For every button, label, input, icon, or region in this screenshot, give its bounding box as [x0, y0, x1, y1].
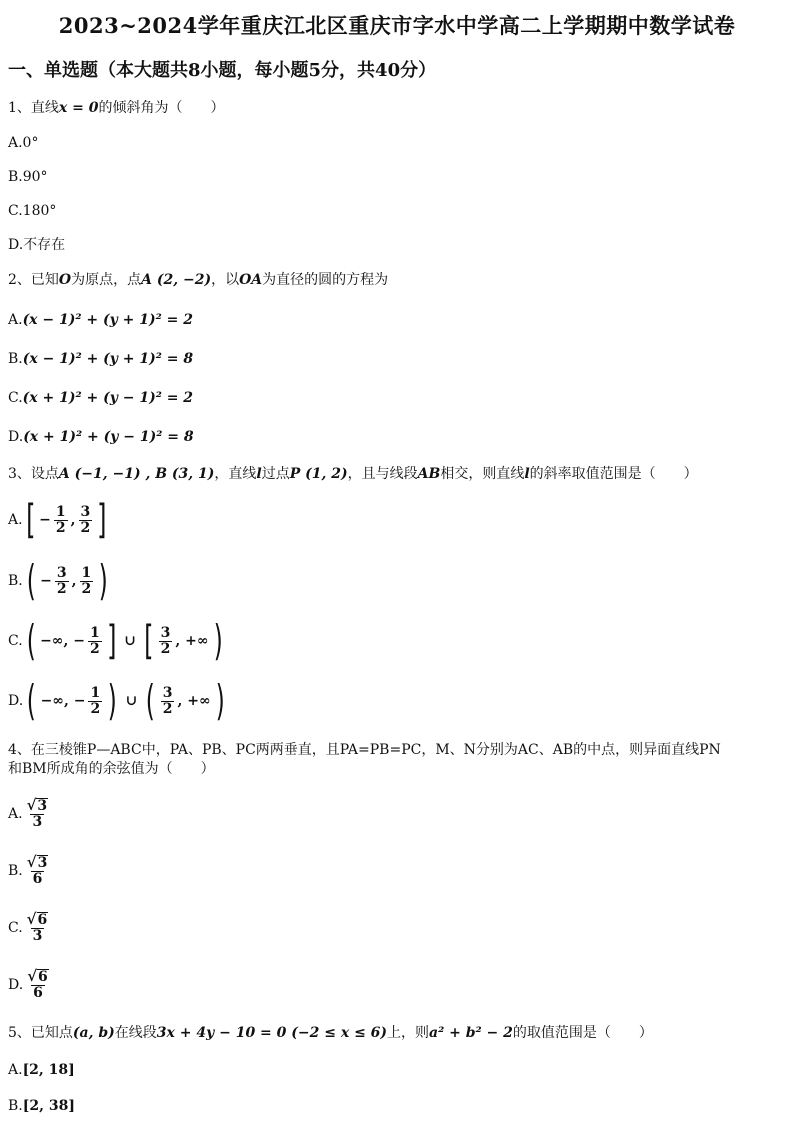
q3-option-a-sign: − [39, 512, 51, 528]
q3-option-d-frac-1: $\frac{1}{2}$ [90, 684, 101, 717]
q5-math-1: (a, b) [72, 1025, 115, 1041]
q5-option-b-math: [2, 38] [22, 1098, 75, 1114]
q3-option-a-label: A. [8, 512, 23, 528]
q2-text-1: 2、已知 [8, 272, 59, 288]
q5-option-b [8, 1096, 75, 1116]
q3-option-c-union: ∪ [124, 633, 137, 649]
q3-option-c-frac-2: $\frac{3}{2}$ [160, 624, 171, 657]
q3-option-c-inf-2: , +∞ [175, 633, 209, 649]
q3-option-a-sep: , [70, 512, 76, 528]
q2-math-2: A (2, −2) [141, 272, 212, 288]
q3-option-d-open-2: ( [146, 676, 156, 725]
q3-option-b-close: ) [98, 556, 108, 605]
q3-text-4: ，且与线段 [347, 466, 418, 482]
q5-option-a-label: A. [8, 1062, 23, 1078]
q3-option-b-open: ( [26, 556, 36, 605]
q2-option-c-label: C. [8, 390, 23, 406]
q4-option-a-label: A. [8, 806, 23, 822]
q3-option-a-left-frac: $\frac{1}{2}$ [55, 503, 66, 536]
q4-option-d-label: D. [8, 977, 24, 993]
q3-option-a-open: [ [25, 497, 36, 543]
q2-option-a [8, 310, 193, 330]
q2-option-b-math: (x − 1)² + (y + 1)² = 8 [22, 351, 194, 367]
q3-math-4: AB [417, 466, 441, 482]
question-2 [8, 270, 388, 290]
q3-option-b-left-frac: $\frac{3}{2}$ [56, 564, 67, 597]
question-3 [8, 464, 698, 484]
q4-option-b-frac: √ 3 6 [26, 853, 48, 887]
q4-option-d [8, 969, 53, 1001]
q3-option-c-inf-1: −∞, − [40, 633, 85, 649]
q2-option-d [8, 427, 194, 447]
q3-option-c-open-2: [ [144, 618, 154, 664]
q4-option-b [8, 855, 52, 887]
q3-text-2: ，直线 [214, 466, 257, 482]
q2-option-a-label: A. [8, 312, 23, 328]
q4-option-a-frac: √ 3 3 [26, 796, 48, 830]
q2-math-3: OA [239, 272, 263, 288]
q4-option-a [8, 798, 52, 830]
question-5 [8, 1023, 653, 1043]
q4-option-c [8, 912, 52, 944]
q2-option-b-label: B. [8, 351, 23, 367]
q3-math-2: l [256, 466, 262, 482]
q3-option-b-right-frac: $\frac{1}{2}$ [81, 564, 92, 597]
exam-title: 2023~2024学年重庆江北区重庆市字水中学高二上学期期中数学试卷 [58, 13, 736, 38]
q5-math-2: 3x + 4y − 10 = 0 (−2 ≤ x ≤ 6) [156, 1025, 388, 1041]
q3-option-b-label: B. [8, 573, 23, 589]
q3-option-a-close: ] [97, 497, 107, 543]
q5-text-2: 在线段 [114, 1025, 157, 1041]
q4-option-b-label: B. [8, 863, 23, 879]
q3-option-d-frac-2: $\frac{3}{2}$ [162, 684, 173, 717]
q3-option-d-close-1: ) [107, 676, 117, 725]
q3-text-1: 3、设点 [8, 466, 59, 482]
question-4-line-1: 4、在三棱锥P—ABC中，PA、PB、PC两两垂直，且PA=PB=PC，M、N分别为AC、AB的中点，则异面直线PN [8, 742, 721, 758]
q5-math-3: a² + b² − 2 [429, 1025, 513, 1041]
q3-option-b-sep: , [71, 573, 77, 589]
q3-text-5: 相交，则直线 [440, 466, 525, 482]
q2-option-d-math: (x + 1)² + (y − 1)² = 8 [23, 429, 194, 445]
q3-option-c-label: C. [8, 633, 23, 649]
q5-text-4: 的取值范围是（ ） [512, 1025, 653, 1041]
q3-option-d [8, 676, 228, 725]
sqrt-symbol: √ 6 [27, 967, 48, 985]
q2-option-d-label: D. [8, 429, 24, 445]
q1-suffix: 的倾斜角为（ ） [98, 100, 225, 116]
q3-text-6: 的斜率取值范围是（ ） [529, 466, 698, 482]
q3-option-a-right-frac: $\frac{3}{2}$ [80, 503, 91, 536]
section-heading: 一、单选题（本大题共8小题，每小题5分，共40分） [8, 60, 437, 81]
q1-option-a: A.0° [8, 135, 39, 151]
q4-option-c-frac: √ 6 3 [26, 910, 48, 944]
q1-option-d: D.不存在 [8, 237, 66, 253]
q3-option-c-close-2: ) [213, 616, 223, 665]
question-4-line-2: 和BM所成角的余弦值为（ ） [8, 761, 215, 777]
sqrt-symbol: √ 6 [26, 910, 48, 928]
q3-option-d-inf-1: −∞, − [40, 693, 86, 709]
q3-option-d-inf-2: , +∞ [177, 693, 211, 709]
q2-math-1: O [58, 272, 72, 288]
q3-option-a [8, 497, 110, 543]
q4-option-c-label: C. [8, 920, 23, 936]
q3-math-3: P (1, 2) [289, 466, 348, 482]
q1-prefix: 1、直线 [8, 100, 59, 116]
q5-option-a-math: [2, 18] [22, 1062, 75, 1078]
q5-option-b-label: B. [8, 1098, 23, 1114]
q4-option-d-frac: √ 6 6 [27, 967, 48, 1001]
q3-option-c-open-1: ( [26, 616, 36, 665]
q2-option-c [8, 388, 193, 408]
q3-option-d-open-1: ( [26, 676, 36, 725]
q3-option-d-close-2: ) [215, 676, 225, 725]
q3-option-b-sign: − [40, 573, 52, 589]
sqrt-symbol: √ 3 [26, 853, 48, 871]
q1-math: x = 0 [58, 100, 99, 116]
q3-math-5: l [524, 466, 530, 482]
q2-text-2: 为原点，点 [71, 272, 142, 288]
question-1 [8, 98, 225, 118]
q2-option-b [8, 349, 193, 369]
q3-math-1: A (−1, −1) , B (3, 1) [58, 466, 215, 482]
q1-option-b: B.90° [8, 169, 48, 185]
q2-option-a-math: (x − 1)² + (y + 1)² = 2 [22, 312, 193, 328]
q3-text-3: 过点 [261, 466, 290, 482]
q2-option-c-math: (x + 1)² + (y − 1)² = 2 [22, 390, 194, 406]
q3-option-b [8, 556, 112, 605]
q3-option-d-label: D. [8, 693, 24, 709]
q5-text-1: 5、已知点 [8, 1025, 73, 1041]
q3-option-d-union: ∪ [125, 693, 138, 709]
q2-text-4: 为直径的圆的方程为 [262, 272, 389, 288]
q3-option-c-frac-1: $\frac{1}{2}$ [89, 624, 100, 657]
q1-option-c: C.180° [8, 203, 57, 219]
q5-option-a [8, 1060, 75, 1080]
q3-option-c-close-1: ] [106, 618, 117, 664]
sqrt-symbol: √ 3 [26, 796, 48, 814]
q3-option-c [8, 616, 226, 665]
q5-text-3: 上，则 [387, 1025, 430, 1041]
q2-text-3: ，以 [211, 272, 240, 288]
